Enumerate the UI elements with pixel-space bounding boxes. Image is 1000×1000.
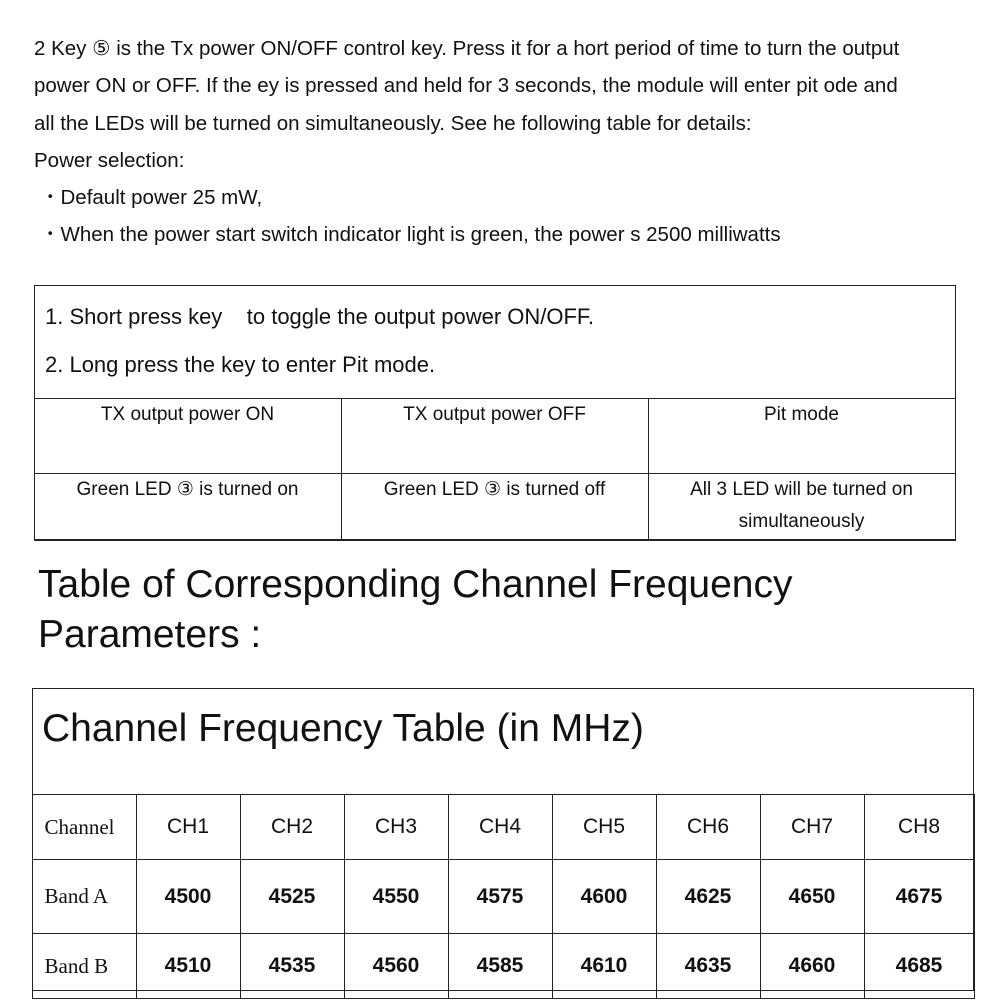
header-pit-mode: Pit mode: [648, 399, 955, 474]
band-a-value: 4650: [760, 860, 864, 934]
channel-ch5: CH5: [552, 795, 656, 860]
bullet-power-indicator: ・When the power start switch indicator light is green, the power s 2500 milliwatts: [40, 223, 781, 247]
channel-ch8: CH8: [864, 795, 974, 860]
band-b-value: 4585: [448, 934, 552, 999]
channel-ch6: CH6: [656, 795, 760, 860]
band-a-value: 4575: [448, 860, 552, 934]
header-power-off: TX output power OFF: [341, 399, 648, 474]
band-a-label: Band A: [32, 860, 136, 934]
key-function-table: [34, 285, 956, 540]
bullet-default-power: ・Default power 25 mW,: [40, 186, 263, 210]
band-b-label: Band B: [32, 934, 136, 999]
band-b-value: 4610: [552, 934, 656, 999]
table-row: [32, 860, 974, 934]
frequency-section-heading: Table of Corresponding Channel Frequency Parameters :: [38, 563, 793, 656]
band-a-value: 4600: [552, 860, 656, 934]
band-a-value: 4525: [240, 860, 344, 934]
channel-ch7: CH7: [760, 795, 864, 860]
band-b-value: 4510: [136, 934, 240, 999]
intro-paragraph: [34, 30, 994, 254]
instruction-long-press: 2. Long press the key to enter Pit mode.: [45, 352, 436, 377]
band-b-value: 4685: [864, 934, 974, 999]
band-b-value: 4560: [344, 934, 448, 999]
cell-pit-mode: All 3 LED will be turned on simultaneously: [648, 474, 955, 541]
intro-line: all the LEDs will be turned on simultaneously. See he following table for details:: [34, 111, 752, 135]
channel-ch3: CH3: [344, 795, 448, 860]
channel-ch2: CH2: [240, 795, 344, 860]
channel-header-label: Channel: [32, 795, 136, 860]
table-row: [32, 934, 974, 999]
table-row: [32, 795, 974, 860]
table-row: [34, 399, 955, 474]
channel-frequency-table: [32, 688, 974, 991]
band-a-value: 4550: [344, 860, 448, 934]
band-b-value: 4635: [656, 934, 760, 999]
intro-line: 2 Key ⑤ is the Tx power ON/OFF control key. Press it for a hort period of time to turn the output: [34, 37, 900, 60]
power-selection-label: Power selection:: [34, 148, 185, 172]
band-b-value: 4535: [240, 934, 344, 999]
band-a-value: 4675: [864, 860, 974, 934]
frequency-table-title: Channel Frequency Table (in MHz): [42, 707, 644, 750]
band-b-value: 4660: [760, 934, 864, 999]
frequency-grid: [32, 794, 975, 999]
band-a-value: 4500: [136, 860, 240, 934]
cell-power-off: Green LED ③ is turned off: [341, 474, 648, 541]
channel-ch1: CH1: [136, 795, 240, 860]
band-a-value: 4625: [656, 860, 760, 934]
instruction-short-press: 1. Short press key to toggle the output power ON/OFF.: [45, 304, 595, 329]
table-row: [34, 474, 955, 541]
channel-ch4: CH4: [448, 795, 552, 860]
key-state-table: [34, 398, 956, 541]
header-power-on: TX output power ON: [34, 399, 341, 474]
intro-line: power ON or OFF. If the ey is pressed and held for 3 seconds, the module will enter pit ode and: [34, 74, 898, 98]
cell-power-on: Green LED ③ is turned on: [34, 474, 341, 541]
